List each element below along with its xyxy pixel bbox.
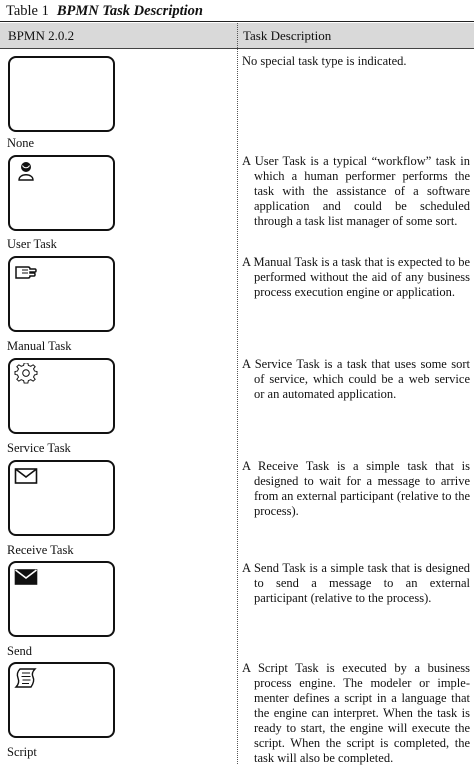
task-name: None xyxy=(7,136,35,150)
header-bpmn: BPMN 2.0.2 xyxy=(8,28,75,43)
script-scroll-icon xyxy=(14,667,38,689)
task-shape-script xyxy=(8,662,115,738)
task-shape-manual xyxy=(8,256,115,332)
table-title: BPMN Task Description xyxy=(56,3,203,19)
task-name: Receive Task xyxy=(7,543,74,557)
table-number: Table 1 xyxy=(6,3,49,19)
task-description: A Service Task is a task that uses some sort of service, which could be a web service or an automated application. xyxy=(242,357,470,401)
task-name: Service Task xyxy=(7,441,71,455)
user-icon xyxy=(14,160,38,182)
task-description: A Script Task is executed by a business process engine. The modeler or imple- menter defines a script in a language that the engine can interpret. When the task is ready to start, the engine will execute the script. When the script is completed, the task will also be completed. xyxy=(242,661,470,765)
task-shape-none xyxy=(8,56,115,132)
task-name: Manual Task xyxy=(7,339,72,353)
table-caption xyxy=(0,0,474,22)
task-description: A Manual Task is a task that is expected to be performed without the aid of any business process execution engine or application. xyxy=(242,255,471,299)
envelope-filled-icon xyxy=(14,566,38,588)
header-task-description: Task Description xyxy=(243,28,332,43)
task-name: User Task xyxy=(7,237,57,251)
task-shape-send xyxy=(8,561,115,637)
task-shape-service xyxy=(8,358,115,434)
gear-icon xyxy=(14,363,38,385)
hand-icon xyxy=(14,261,38,283)
task-description: A Send Task is a simple task that is designed to send a message to an external participant (relative to the process). xyxy=(242,561,470,605)
task-name: Send xyxy=(7,644,32,658)
task-shape-user xyxy=(8,155,115,231)
task-description: A Receive Task is a simple task that is designed to wait for a message to arrive from an external participant (relative to the process). xyxy=(242,459,470,518)
task-shape-receive xyxy=(8,460,115,536)
task-name: Script xyxy=(7,745,37,759)
column-divider xyxy=(237,23,238,764)
task-description: No special task type is indicated. xyxy=(242,54,407,68)
task-description: A User Task is a typical “workflow” task in which a human performer performs the task with the assistance of a software application and could be scheduled through a task list manager of some sort. xyxy=(242,154,470,228)
envelope-outline-icon xyxy=(14,465,38,487)
